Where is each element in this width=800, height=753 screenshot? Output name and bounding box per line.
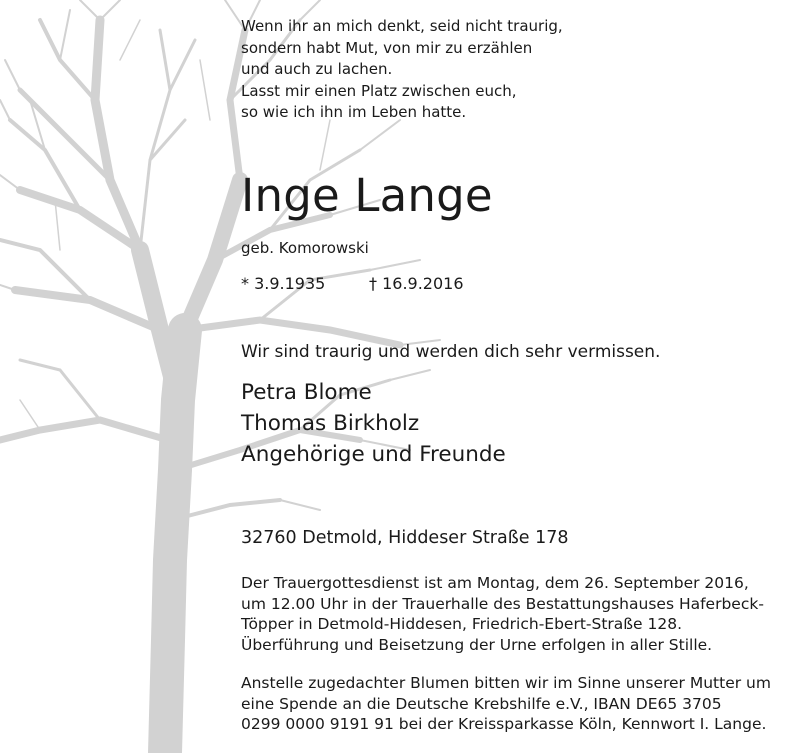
poem-line: so wie ich ihn im Leben hatte.: [241, 103, 467, 121]
farewell-line: Wir sind traurig und werden dich sehr vermissen.: [241, 342, 661, 362]
poem-line: sondern habt Mut, von mir zu erzählen: [241, 38, 533, 57]
family-address: 32760 Detmold, Hiddeser Straße 178: [241, 528, 569, 548]
poem-line: und auch zu lachen.: [241, 60, 393, 78]
poem-line: Lasst mir einen Platz zwischen euch,: [241, 81, 517, 100]
service-line: Töpper in Detmold-Hiddesen, Friedrich-Ebert-Straße 128.: [241, 615, 683, 633]
donation-line: eine Spende an die Deutsche Krebshilfe e.V., IBAN DE65 3705: [241, 694, 722, 713]
service-line: Der Trauergottesdienst ist am Montag, dem 26. September 2016,: [241, 574, 749, 592]
mourner-name: Petra Blome: [241, 380, 372, 405]
donation-line: 0299 0000 9191 91 bei der Kreissparkasse Köln, Kennwort I. Lange.: [241, 715, 767, 733]
poem-line: Wenn ihr an mich denkt, seid nicht traurig,: [241, 17, 563, 35]
donation-line: Anstelle zugedachter Blumen bitten wir im Sinne unserer Mutter um: [241, 674, 771, 692]
birth-date: * 3.9.1935: [241, 274, 326, 293]
birth-name: geb. Komorowski: [241, 239, 369, 257]
death-date: † 16.9.2016: [369, 274, 464, 293]
life-dates: [241, 273, 541, 295]
poem-verse: [241, 16, 563, 124]
service-line: Überführung und Beisetzung der Urne erfolgen in aller Stille.: [241, 635, 713, 654]
funeral-service-notice: [241, 573, 764, 655]
mourners-list: [241, 377, 506, 470]
mourner-name: Angehörige und Freunde: [241, 442, 506, 467]
mourner-name: Thomas Birkholz: [241, 411, 420, 436]
donation-notice: [241, 673, 771, 735]
deceased-name: Inge Lange: [241, 169, 493, 222]
service-line: um 12.00 Uhr in der Trauerhalle des Bestattungshauses Haferbeck-: [241, 594, 764, 613]
